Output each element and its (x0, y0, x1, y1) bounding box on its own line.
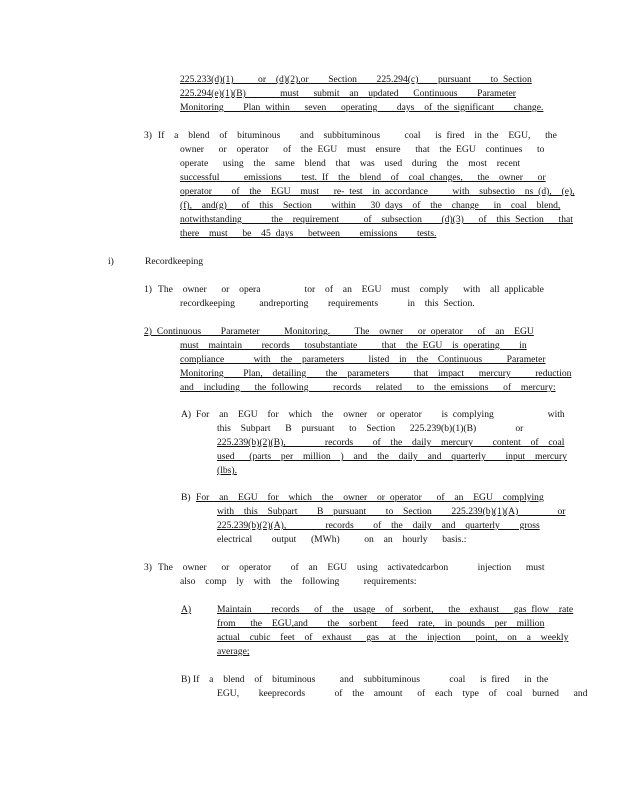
item3-line-5: operator of the EGU must re- test in accordance with subsectio ns (d), (e), (180, 186, 575, 197)
rk3-line-2: also comp ly with the following requirements: (180, 576, 417, 587)
rk2-a-line-4: used (parts per million ) and the daily and quarterly input mercury (217, 451, 567, 462)
rk3-a-number: A) (181, 604, 192, 615)
item3-line-8: there must be 45 days between emissions tests. (180, 228, 437, 239)
rk3-a-line-2: from the EGU,and the sorbent feed rate, in pounds per million (217, 618, 545, 629)
section-i-label: i) (108, 256, 114, 267)
rk1-number: 1) (144, 284, 152, 295)
rk2-b-line-2: with this Subpart B pursuant to Section 225.239(b)(1)(A) or (217, 506, 566, 517)
rk3-a-line-1: Maintain records of the usage of sorbent, the exhaust gas flow rate (217, 604, 574, 615)
item3-line-1: If a blend of bituminous and subbituminous coal is fired in the EGU, the (158, 130, 557, 141)
item3-line-4: successful emissions test. If the blend of coal changes, the owner or (180, 172, 546, 183)
rk2-a-line-2: this Subpart B pursuant to Section 225.239(b)(1)(B) or (217, 423, 524, 434)
rk2-line-3: compliance with the parameters listed in the Continuous Parameter (180, 354, 546, 365)
rk3-line-1: The owner or operator of an EGU using activatedcarbon injection must (158, 562, 545, 573)
rk2-line-1: 2) Continuous Parameter Monitoring. The owner or operator of an EGU (144, 326, 534, 337)
continuation-line-2: 225.294(e)(1)(B) must submit an updated Continuous Parameter (180, 88, 517, 99)
rk3-b-line-2: EGU, keeprecords of the amount of each type of coal burned and (217, 688, 588, 699)
item3-line-6: (f), and(g) of this Section within 30 days of the change in coal blend, (180, 200, 561, 211)
rk3-b-number: B) (181, 674, 191, 685)
item3-line-7: notwithstanding the requirement of subsection (d)(3) of this Section that (180, 214, 573, 225)
rk2-b-line-4: electrical output (MWh) on an hourly basis.: (217, 534, 467, 545)
rk2-line-4: Monitoring Plan, detailing the parameters that impact mercury reduction (180, 368, 572, 379)
rk3-a-line-3: actual cubic feet of exhaust gas at the injection point, on a weekly (217, 632, 569, 643)
rk1-line-2: recordkeeping andreporting requirements in this Section. (180, 298, 475, 309)
rk2-a-line-3: 225.239(b)(2)(B), records of the daily mercury content of coal (217, 437, 565, 448)
rk3-b-line-1: If a blend of bituminous and subbituminous coal is fired in the (193, 674, 549, 685)
continuation-line-3: Monitoring Plan within seven operating days of the significant change. (180, 102, 544, 113)
rk3-a-line-4: average; (217, 646, 250, 657)
rk2-line-5: and including the following records related to the emissions of mercury: (180, 382, 556, 393)
section-heading: Recordkeeping (145, 256, 204, 267)
rk2-a-line-5: (lbs). (217, 465, 237, 476)
item3-number: 3) (144, 130, 152, 141)
rk2-a-line-1: For an EGU for which the owner or operator is complying with (196, 409, 565, 420)
rk2-b-line-1: For an EGU for which the owner or operator of an EGU complying (196, 492, 544, 503)
item3-line-2: owner or operator of the EGU must ensure that the EGU continues to (180, 144, 545, 155)
rk1-line-1: The owner or opera tor of an EGU must comply with all applicable (158, 284, 544, 295)
rk2-b-number: B) (181, 492, 191, 503)
rk2-line-2: must maintain records tosubstantiate that the EGU is operating in (180, 340, 527, 351)
rk3-number: 3) (144, 562, 152, 573)
rk2-a-number: A) (181, 409, 192, 420)
rk2-b-line-3: 225.239(b)(2)(A), records of the daily and quarterly gross (217, 520, 540, 531)
continuation-line-1: 225.233(d)(1) or (d)(2),or Section 225.294(c) pursuant to Section (180, 74, 532, 85)
item3-line-3: operate using the same blend that was used during the most recent (180, 158, 521, 169)
